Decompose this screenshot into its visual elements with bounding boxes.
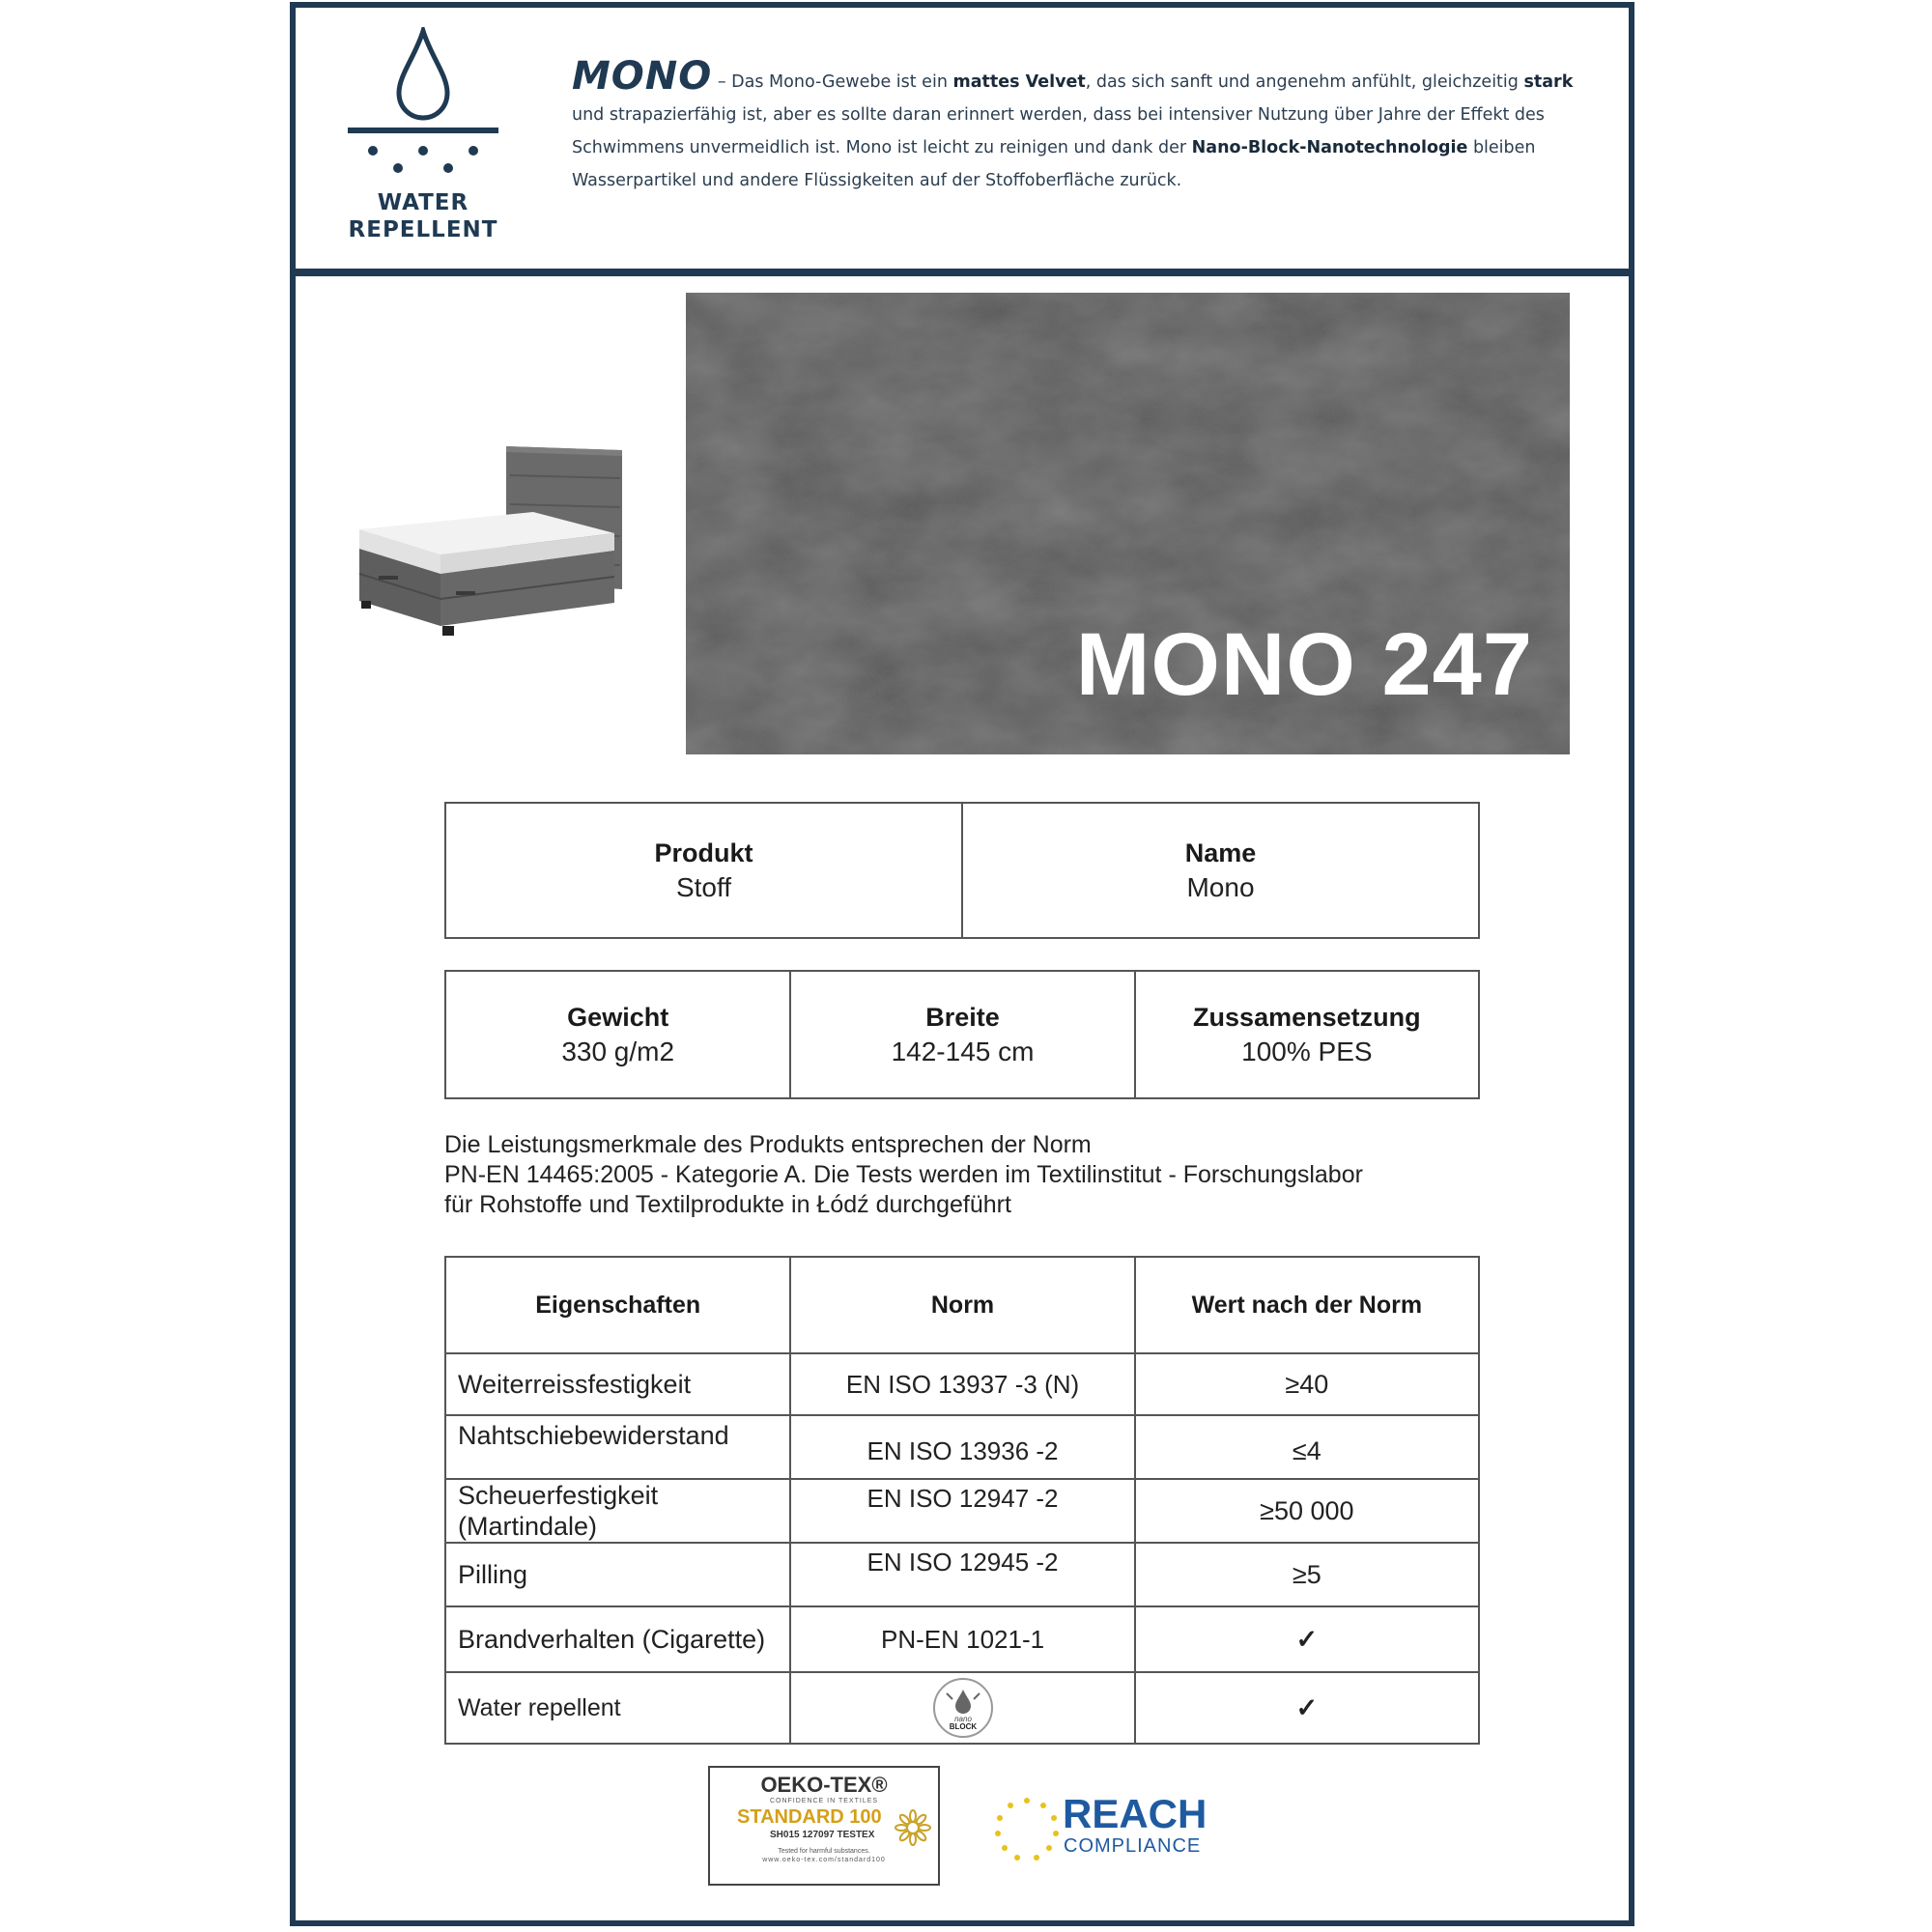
properties-table — [444, 1256, 1480, 1745]
property-cell: Pilling — [445, 1543, 790, 1606]
property-cell: Brandverhalten (Cigarette) — [445, 1606, 790, 1672]
table-row — [445, 1415, 1479, 1479]
norm-line-3: für Rohstoffe und Textilprodukte in Łódź durchgeführt — [444, 1191, 1011, 1218]
value-cell: ≤4 — [1135, 1415, 1479, 1479]
norm-cell: EN ISO 12945 -2 — [790, 1543, 1134, 1606]
norm-cell: EN ISO 13937 -3 (N) — [790, 1353, 1134, 1415]
norm-paragraph — [444, 1130, 1488, 1220]
specs-table — [444, 970, 1480, 1099]
name-value: Mono — [1186, 872, 1255, 902]
composition-value: 100% PES — [1241, 1037, 1373, 1066]
table-row — [445, 1543, 1479, 1606]
weight-title: Gewicht — [567, 1003, 669, 1032]
name-cell — [962, 803, 1479, 938]
property-cell — [445, 1479, 790, 1543]
product-table — [444, 802, 1480, 939]
weight-value: 330 g/m2 — [561, 1037, 675, 1066]
oeko-certificate-number: SH015 127097 TESTEX — [770, 1830, 875, 1840]
brand-name: MONO — [572, 54, 713, 99]
value-cell: ≥40 — [1135, 1353, 1479, 1415]
oeko-title: OEKO-TEX® — [760, 1773, 888, 1797]
properties-header-row — [445, 1257, 1479, 1353]
nano-badge-line2: BLOCK — [949, 1722, 977, 1731]
reach-subtitle: COMPLIANCE — [1064, 1835, 1202, 1857]
property-cell: Weiterreissfestigkeit — [445, 1353, 790, 1415]
composition-title: Zussamensetzung — [1193, 1003, 1421, 1032]
table-row — [445, 1479, 1479, 1543]
norm-line-2: PN-EN 14465:2005 - Kategorie A. Die Tests werden im Textilinstitut - Forschungslabor — [444, 1161, 1363, 1188]
norm-cell — [790, 1672, 1134, 1744]
check-icon: ✓ — [1135, 1672, 1479, 1744]
norm-cell: EN ISO 12947 -2 — [790, 1479, 1134, 1543]
table-row — [445, 1606, 1479, 1672]
intro-text — [572, 72, 1573, 190]
intro-segment: , das sich sanft und angenehm anfühlt, gleichzeitig — [1085, 72, 1524, 92]
weight-cell — [445, 971, 790, 1098]
property-cell: Water repellent — [445, 1672, 790, 1744]
reach-compliance-logo — [993, 1793, 1215, 1866]
oeko-website: www.oeko-tex.com/standard100 — [762, 1857, 886, 1863]
boxspring-bed-image — [350, 437, 659, 639]
eu-stars-icon — [993, 1793, 1061, 1866]
fabric-swatch — [686, 293, 1570, 754]
intro-emphasis: Nano-Block-Nanotechnologie — [1191, 138, 1468, 157]
composition-cell — [1135, 971, 1479, 1098]
reach-title: REACH — [1063, 1791, 1208, 1836]
intro-segment: bleiben Wasserpartikel und andere Flüssigkeiten auf der Stoffoberfläche zurück. — [572, 138, 1536, 190]
header-value: Wert nach der Norm — [1135, 1257, 1479, 1353]
value-cell: ≥5 — [1135, 1543, 1479, 1606]
name-title: Name — [1184, 838, 1257, 867]
product-value: Stoff — [675, 872, 732, 902]
nano-block-icon — [933, 1678, 993, 1738]
water-repellent-label — [346, 189, 500, 243]
header-divider — [290, 269, 1634, 276]
check-icon: ✓ — [1135, 1606, 1479, 1672]
value-cell: ≥50 000 — [1135, 1479, 1479, 1543]
product-title: Produkt — [654, 838, 753, 867]
norm-cell: PN-EN 1021-1 — [790, 1606, 1134, 1672]
property-cell: Nahtschiebewiderstand — [445, 1415, 790, 1479]
nano-badge-line1: nano — [953, 1715, 972, 1723]
product-cell — [445, 803, 962, 938]
table-row — [445, 1353, 1479, 1415]
oeko-standard: STANDARD 100 — [737, 1806, 882, 1828]
intro-segment: – Das Mono-Gewebe ist ein — [712, 72, 953, 92]
property-text: Scheuerfestigkeit (Martindale) — [458, 1481, 659, 1541]
table-row — [445, 1672, 1479, 1744]
oeko-flower-icon — [894, 1808, 932, 1847]
header-norm: Norm — [790, 1257, 1134, 1353]
intro-paragraph — [572, 54, 1605, 197]
norm-cell: EN ISO 13936 -2 — [790, 1415, 1134, 1479]
norm-line-1: Die Leistungsmerkmale des Produkts entsprechen der Norm — [444, 1131, 1092, 1158]
width-value: 142-145 cm — [891, 1037, 1035, 1066]
width-cell — [790, 971, 1134, 1098]
icon-label-line2: REPELLENT — [348, 217, 498, 242]
oeko-tested: Tested for harmful substances. — [778, 1848, 870, 1855]
intro-emphasis: stark — [1523, 72, 1574, 92]
oeko-tagline: CONFIDENCE IN TEXTILES — [769, 1798, 879, 1804]
intro-emphasis: mattes Velvet — [952, 72, 1086, 92]
width-title: Breite — [925, 1003, 1000, 1032]
oeko-tex-logo — [708, 1766, 940, 1886]
swatch-label: MONO 247 — [1075, 615, 1533, 714]
header-properties: Eigenschaften — [445, 1257, 790, 1353]
intro-segment: und strapazierfähig ist, aber es sollte daran erinnert werden, dass bei intensiver Nutzung über Jahre der Effekt des Schwimmens unvermeidlich ist. Mono ist leicht zu reinigen und dank der — [572, 105, 1545, 157]
icon-label-line1: WATER — [377, 190, 469, 215]
